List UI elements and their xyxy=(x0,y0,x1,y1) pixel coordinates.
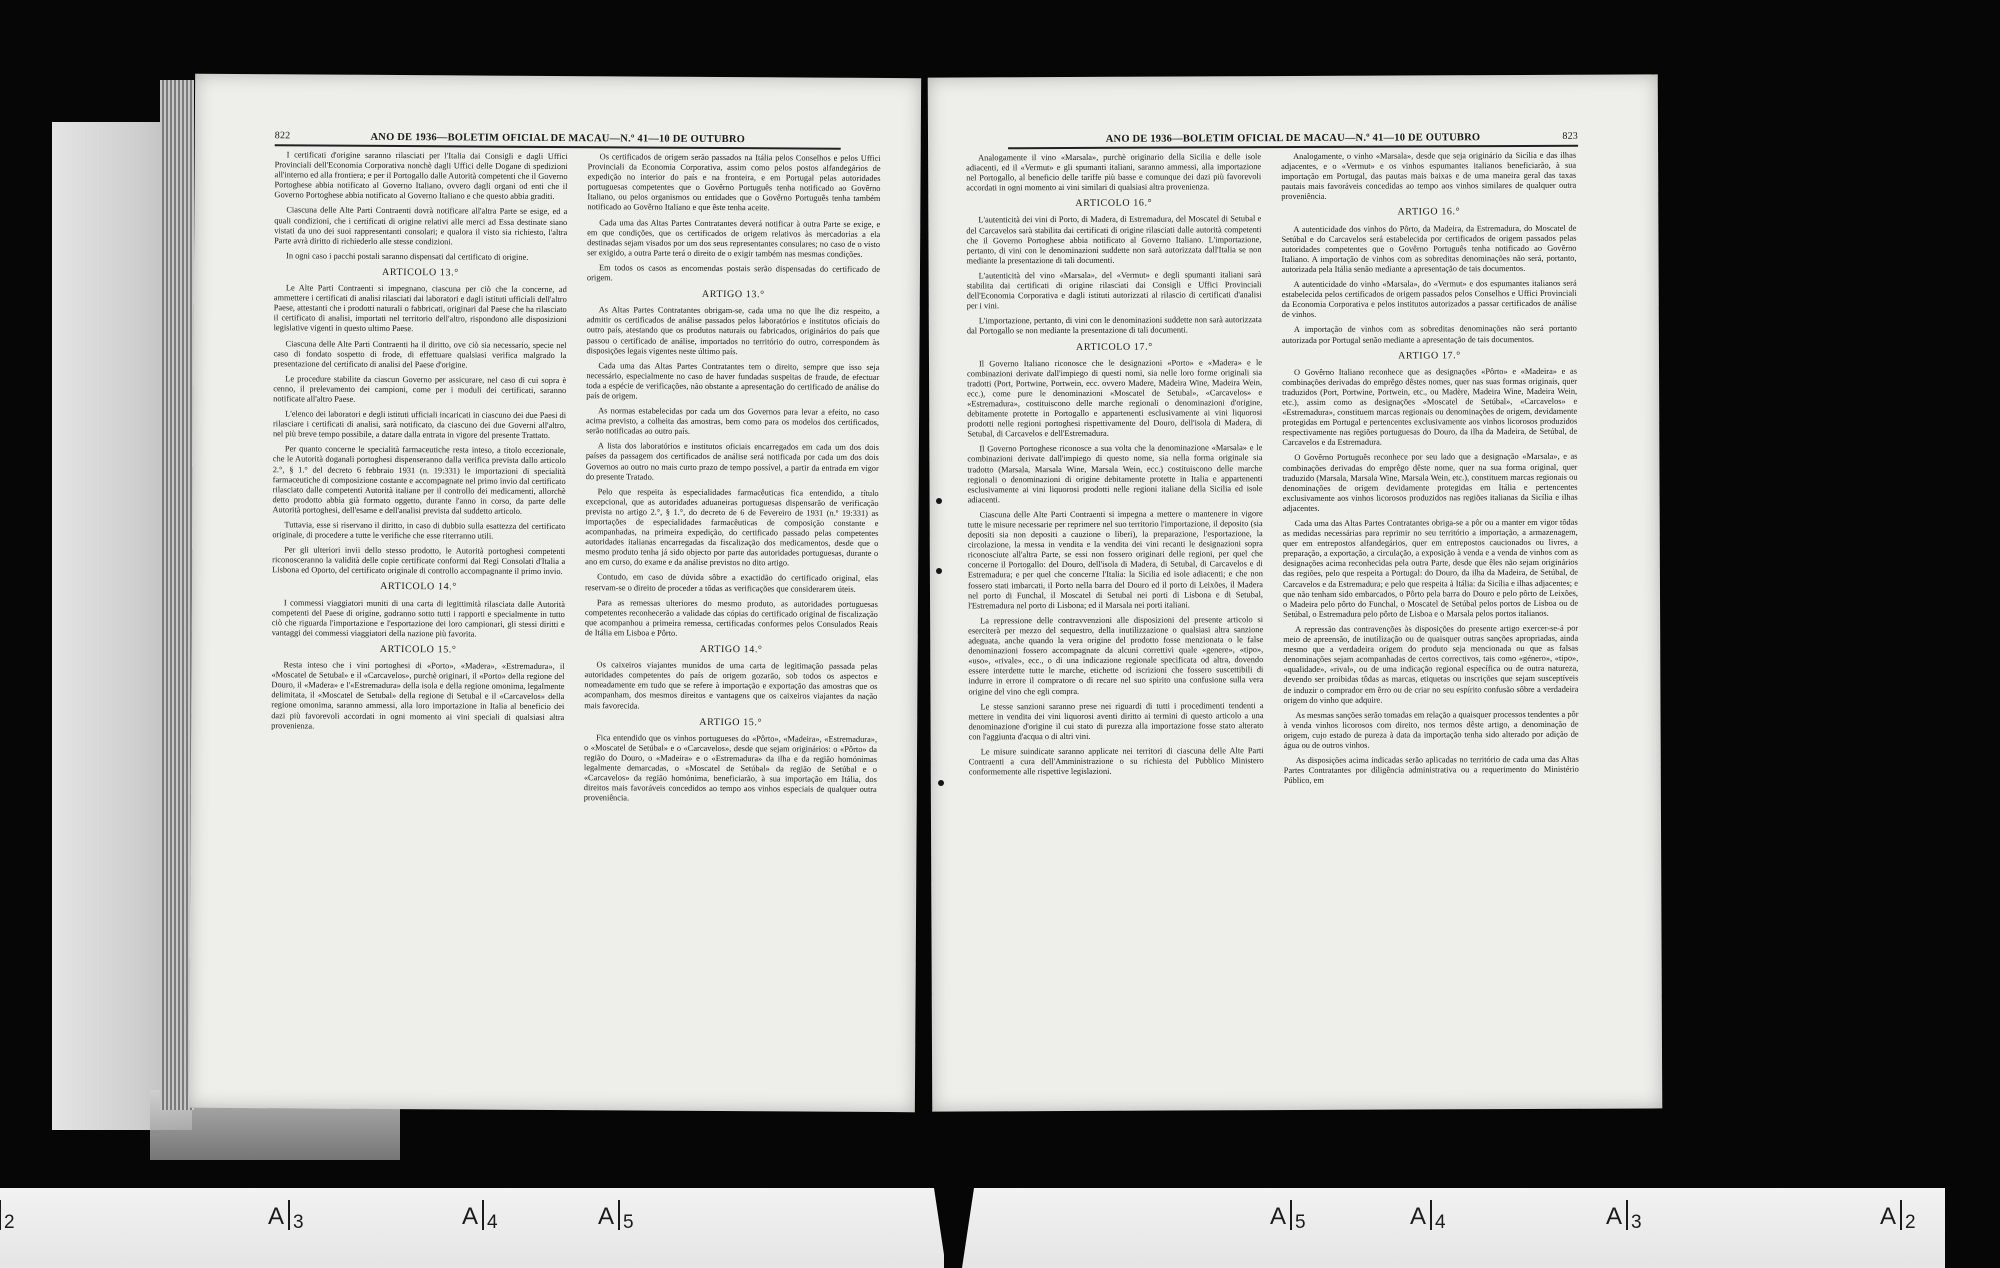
strip-marker: A $_5$ xyxy=(1270,1200,1307,1234)
right-page-running-title: ANO DE 1936—BOLETIM OFICIAL DE MACAU—N.º 41—10 DE OUTUBRO xyxy=(1105,132,1481,145)
article-heading: ARTIGO 17.° xyxy=(1398,349,1461,362)
paragraph: A autenticidade dos vinhos do Pôrto, da Madeira, da Estremadura, do Moscatel de Setúbal e do Carcavelos será estabelecida por certificados de origem passados pelas autoridades competentes que o Govêrno Português tenha notificado ao Govêrno Italiano. A importação de vinhos com as sobreditas denominações não será, portanto, autorizada pela Itália senão mediante a apresentação de tais documentos. xyxy=(1281,223,1577,274)
strip-marker: A $_4$ xyxy=(1410,1200,1447,1234)
paragraph: A importação de vinhos com as sobreditas denominações não será portanto autorizada por Portugal senão mediante a apresentação de tais documentos. xyxy=(1281,324,1577,345)
right-page-number: 823 xyxy=(1562,130,1579,142)
article-heading: ARTICOLO 16.° xyxy=(1075,197,1153,210)
paragraph: O Govêrno Italiano reconhece que as designações «Pôrto» e «Madeira» e as combinações derivadas do emprêgo dêstes nomes, quer nas suas formas originais, quer traduzidos (Port, Portwine, Portwein, etc., ou Madère, Madeira Wine, Madeira Wein, etc.), assim como as designações «Moscatel de Setúbal», «Carcavelos» e «Estremadura», constituem marcas regionais ou denominações de origem, devidamente protegidas em Portugal e pertencentes exclusivamente aos vinhos licorosos produzidos respectivamente nas regiões portuguesas do Douro, da ilha da Madeira, de Setúbal, de Carcavelos e da Estremadura. xyxy=(1282,366,1578,448)
paragraph: Il Governo Italiano riconosce che le designazioni «Porto» e «Madera» e le combinazioni derivate dall'impiego di questi nomi, sia nelle loro forme originali sia tradotti (Port, Portwine, Portwein, ecc. ovvero Madere, Madeira Wine, Madeira Wein, ecc.), come pure le denominazioni «Moscatel de Setubal», «Carcavelos» e «Estremadura», costituiscono delle marche regionali o denominazioni d'origine, debitamente protette in Portogallo e appartenenti esclusivamente ai vini liquorosi prodotti nelle regioni portoghesi rispettivamente del Douro, dell'isola di Madera, di Setubal, di Carcavelos e dell'Estremadura. xyxy=(967,357,1263,439)
paragraph: Ciascuna delle Alte Parti Contraenti ha il diritto, ove ciò sia necessario, specie nel caso di fondato sospetto di frode, di effettuare qualsiasi verifica malgrado la presentazione del certificato di analisi del Paese d'origine. xyxy=(273,338,567,370)
paragraph: Em todos os casos as encomendas postais serão dispensadas do certificado de origem. xyxy=(586,263,881,283)
paragraph: Per quanto concerne le specialità farmaceutiche resta inteso, a titolo eccezionale, che le Autorità doganali portoghesi dispenseranno dalla verifica prevista dallo articolo 2.°, § 1.° del decreto 6 febbraio 1931 (n. 19:331) le importazioni di specialità farmaceutiche di composizione costante e accompagnate nel primo invio dal certificato rilasciato dalle competenti Autorità italiane per il controllo dei medicamenti, allorchè detto prodotto abbia già formato oggetto, durante l'anno in corso, da parte delle Autorità portoghesi, dell'esame e dell'analisi prevista dal suddetto articolo. xyxy=(272,444,566,516)
binding-hole-mark xyxy=(936,498,942,504)
article-heading: ARTIGO 16.° xyxy=(1397,206,1461,219)
paragraph: Cada uma das Altas Partes Contratantes obriga-se a pôr ou a manter em vigor tôdas as medidas necessárias para reprimir no seu território a importação, a armazenagem, quer em entrepostos alfandegários, quer em entrepostos caucionados ou livres, a preparação, a exportação, a circulação, a exposição à venda e a venda de vinhos com as designações acima reconhecidas pela outra Parte, desde que êles não sejam originários das regiões, pelo que respeita a Portugal: do Douro, da ilha da Madeira, de Setúbal, de Carcavelos e da Estremadura; e pelo que respeita à Itália: da Sicília e ilhas adjacentes; e que não tenham sido embarcados, o Pôrto pela barra do Douro e pelo pôrto de Leixões, o Madeira pelo pôrto do Funchal, o Moscatel de Setúbal pelos portos de Lisboa ou de Setúbal, o Estremadura pelo pôrto de Lisboa e o Marsala pelos portos italianos. xyxy=(1282,517,1579,619)
left-page-running-title: ANO DE 1936—BOLETIM OFICIAL DE MACAU—N.º 41—10 DE OUTUBRO xyxy=(370,131,746,146)
paragraph: O Govêrno Português reconhece por seu lado que a designação «Marsala», e as combinações derivadas do emprêgo dêste nome, quer na sua forma original, quer traduzido (Marsala, Marsala Wine, Marsala Wein, etc.), constituem marcas regionais ou denominações de origem devidamente protegidas em Itália e pertencentes exclusivamente aos vinhos licorosos produzidos nas regiões italianas da Sicília e ilhas adjacentes. xyxy=(1282,452,1578,513)
right-page xyxy=(928,74,1663,1111)
paragraph: A autenticidade do vinho «Marsala», do «Vermut» e dos espumantes italianos será estabelecida pelos certificados de origem passados pelos Conselhos e Uffici Provinciali da Economia Corporativa e pelos institutos autorizados a passar certificados de análise de vinhos. xyxy=(1281,278,1577,320)
paragraph: As disposições acima indicadas serão aplicadas no território de cada uma das Altas Partes Contratantes por diligência administrativa ou a requerimento do Ministério Público, em xyxy=(1283,754,1579,786)
paragraph: As mesmas sanções serão tomadas em relação a quaisquer processos tendentes a pôr à venda vinhos licorosos com direito, nos termos dêste artigo, a denominação de origem, cujo estado de pureza à data da importação tenha sido alterado por adição de água ou de outros vinhos. xyxy=(1283,709,1579,751)
article-heading: ARTIGO 15.° xyxy=(699,716,763,728)
paragraph: A repressão das contravenções às disposições do presente artigo exercer-se-á por meio de apreensão, de inutilização ou de quaisquer outras sanções apropriadas, ainda mesmo que a verdadeira origem do produto seja mencionada ou que as falsas denominações sejam acompanhadas de certos correctivos, tais como «género», «tipo», «qualidade», «rival», ou de uma indicação regional específica ou de outra natureza, devendo ser proibidas tôdas as marcas, etiquetas ou inscrições que sejam susceptíveis de induzir o comprador em êrro ou de criar no seu espírito confusão sôbre a verdadeira origem do vinho que adquire. xyxy=(1283,623,1579,705)
paragraph: Cada uma das Altas Partes Contratantes tem o direito, sempre que isso seja necessário, especialmente no caso de haver fundadas suspeitas de fraude, de efectuar toda a espécie de verificações, não obstante a apresentação do certificado de análise do país de origem. xyxy=(586,360,880,401)
right-page-portuguese-column xyxy=(1281,151,1580,1084)
strip-marker: A $_4$ xyxy=(462,1200,499,1234)
paragraph: L'importazione, pertanto, di vini con le denominazioni suddette non sarà autorizzata dal Portogallo se non mediante la presentazione di tali documenti. xyxy=(966,315,1262,336)
right-page-italian-column xyxy=(966,152,1265,1085)
paragraph: Il Governo Portoghese riconosce a sua volta che la denominazione «Marsala» e le combinazioni derivate dall'impiego di questo nome, sia nella forma originale sia tradotto (Marsala, Marsala Wine, Marsala Wein, ecc.) costituiscono delle marche regionali o denominazioni di origine debitamente protette in Italia e appartenenti esclusivamente ai vini liquorosi prodotti nelle regioni italiane della Sicilia ed isole adiacenti. xyxy=(967,443,1263,505)
left-page-header xyxy=(275,122,841,149)
paragraph: As normas estabelecidas por cada um dos Governos para levar a efeito, no caso acima previsto, a colheita das amostras, bem como para os modelos dos certificados, serão notificadas ao outro país. xyxy=(585,406,880,437)
paragraph: L'autenticità del vino «Marsala», del «Vermut» e degli spumanti italiani sarà stabilita dai certificati di origine rilasciati dai Consigli e Uffici Provinciali dell'Economia Corporativa e dagli istituti autorizzati al rilascio di certificati d'analisi per i vini. xyxy=(966,270,1262,311)
left-page-italian-column xyxy=(269,150,568,1084)
paragraph: I certificati d'origine saranno rilasciati per l'Italia dai Consigli e dagli Uffici Provinciali dell'Economia Corporativa nonchè dagli Uffici delle Dogane di spedizioni all'interno ed alla frontiera; e per il Portogallo dalle Autorità competenti che il Governo Portoghese abbia notificato al Governo Italiano, ovvero dagli organi od enti che il Governo Portoghese abbia notificato al Governo Italiano e che questo abbia graditi. xyxy=(274,150,568,202)
paragraph: La repressione delle contravvenzioni alle disposizioni del presente articolo si eserciterà per mezzo del sequestro, della inutilizzazione o qualsiasi altra sanzione adeguata, anche quando la vera origine del prodotto fosse menzionata o le false denominazioni fossero accompagnate da alcuni correttivi quale «genere», «tipo», «uso», «rivale», ecc., o di una indicazione regionale specificata od altra, dovendo essere interdette tutte le marche, etichette od iscrizioni che fossero suscettibili di indurre in errore il compratore o di recare nel suo spirito una confusione sulla vera origine del vino che egli compra. xyxy=(968,614,1264,696)
paragraph: Ciascuna delle Alte Parti Contraenti dovrà notificare all'altra Parte se esige, ed a quali condizioni, che i certificati di origine relativi alle merci ad Essa destinate siano vistati da uno dei suoi rappresentanti consolari; e qualora il visto sia richiesto, l'altra Parte avrà diritto di richiederlo alle stesse condizioni. xyxy=(274,205,568,247)
strip-marker: 2 xyxy=(0,1200,16,1234)
right-page-header xyxy=(1008,123,1578,149)
paragraph: Per gli ulteriori invii dello stesso prodotto, le Autorità portoghesi competenti riconosceranno la validità delle copie certificate conformi dai Regi Consolati d'Italia a Lisbona ed Oporto, del certificato originale di controllo accompagnante il primo invio. xyxy=(272,545,566,577)
paragraph: Os caixeiros viajantes munidos de uma carta de legitimação passada pelas autoridades competentes do país de origem gozarão, sob todos os aspectos e nomeadamente em tudo que se refere à importação e exportação das amostras que os acompanham, dos mesmos direitos e vantagens que os caixeiros viajantes da nação mais favorecida. xyxy=(584,660,878,711)
paragraph: A lista dos laboratórios e institutos oficiais encarregados em cada um dos dois países da passagem dos certificados de análise será notificada por cada um dos dois Governos ao outro no mais curto prazo de tempo possível, a partir da entrada em vigor do presente Tratado. xyxy=(585,441,879,482)
paragraph: Le Alte Parti Contraenti si impegnano, ciascuna per ciò che la concerne, ad ammettere i certificati di analisi rilasciati dai laboratori e dagli istituti ufficiali dell'altro Paese, attestanti che i prodotti naturali o fabbricati, originari dal Paese che ha rilasciato il certificato di analisi, importati nel territorio dell'altro, rispondono alle disposizioni legislative vigenti in questo ultimo Paese. xyxy=(273,283,567,334)
paragraph: Analogamente il vino «Marsala», purchè originario della Sicilia e delle isole adiacenti, ed il «Vermut» e gli spumanti italiani, saranno ammessi, alla importazione nel Portogallo, al beneficio delle tariffe più basse e comunque dei dazi più favorevoli accordati in ogni momento ai vini similari di qualsiasi altra provenienza. xyxy=(966,152,1262,193)
strip-marker: A $_3$ xyxy=(268,1200,305,1234)
film-strip-cut xyxy=(944,1200,952,1268)
left-page-columns xyxy=(269,150,881,1086)
article-heading: ARTICOLO 13.° xyxy=(382,266,459,279)
binding-hole-mark xyxy=(936,568,942,574)
paragraph: Cada uma das Altas Partes Contratantes deverá notificar à outra Parte se exige, e em que condições, que os certificados de origem relativos às mercadorias a ela destinadas sejam visados por um dos seus representantes consulares; no caso de o visto ser exigido, a outra Parte terá o direito de o exigir também nas mesmas condições. xyxy=(587,217,881,259)
binding-hole-mark xyxy=(938,780,944,786)
article-heading: ARTICOLO 17.° xyxy=(1076,341,1153,353)
paragraph: Para as remessas ulteriores do mesmo produto, as autoridades portuguesas competentes reconhecerão a validade das cópias do certificado original de fiscalização que acompanhou a primeira remessa, certificadas conformes pelos Consulados Reais de Itália em Lisboa e Pôrto. xyxy=(584,597,878,638)
paragraph: Le misure suindicate saranno applicate nei territori di ciascuna delle Alte Parti Contraenti a cura dell'Amministrazione o su richiesta del Pubblico Ministero conformemente alle rispettive legislazioni. xyxy=(968,746,1264,777)
paragraph: As Altas Partes Contratantes obrigam-se, cada uma no que lhe diz respeito, a admitir os certificados de análise passados pelos laboratórios e institutos oficiais do outro país, atestando que os produtos naturais ou fabricados, originários do país que passou o certificado de análise, importados no território do outro, correspondem às disposições legais vigentes neste último país. xyxy=(586,305,880,356)
paragraph: Tuttavia, esse si riservano il diritto, in caso di dubbio sulla esattezza del certificato originale, di procedere a tutte le verifiche che esse riterranno utili. xyxy=(272,520,566,541)
strip-marker: A $_2$ xyxy=(1880,1200,1917,1234)
paragraph: I commessi viaggiatori muniti di una carta di legittimità rilasciata dalle Autorità competenti del Paese di origine, godranno sotto tutti i rapporti e specialmente in tutto ciò che riguarda l'importazione e l'esportazione dei loro campionari, gli stessi diritti e vantaggi dei commessi viaggiatori della nazione più favorita. xyxy=(271,597,565,639)
paragraph: Le stesse sanzioni saranno prese nei riguardi di tutti i procedimenti tendenti a mettere in vendita dei vini liquorosi aventi diritto ai termini di questo articolo a una denominazione d'origine il cui stato di purezza alla importazione fosse stato alterato con l'aggiunta d'acqua o di altri vini. xyxy=(968,700,1264,742)
paragraph: Resta inteso che i vini portoghesi di «Porto», «Madera», «Estremadura», il «Moscatel de Setubal» e il «Carcavelos», purchè originari, il «Porto» della regione del Douro, il «Madera» e l'«Estremadura» della isola e della regione omonima, legalmente delimitata, il «Moscatel de Setubal» della regione di Setubal e il «Carcavelos» della regione omonima, saranno ammessi, alla loro importazione in Italia al beneficio dei dazi più favorevoli accordati in ogni momento ai vini speciali di qualsiasi altra provenienza. xyxy=(271,660,565,731)
article-heading: ARTIGO 13.° xyxy=(701,289,765,301)
paragraph: L'autenticità dei vini di Porto, di Madera, di Estremadura, del Moscatel di Setubal e del Carcavelos sarà stabilita dai certificati di origine rilasciati dalle autorità competenti che il Governo Portoghese abbia notificato al Governo Italiano. L'importazione, pertanto, di vini con le denominazioni suddette non sarà autorizzata dall'Italia se non mediante la presentazione di tali documenti. xyxy=(966,214,1262,266)
paragraph: Analogamente, o vinho «Marsala», desde que seja originário da Sicília e das ilhas adjacentes, e o «Vermut» e os vinhos espumantes italianos beneficiarão, à sua importação em Portugal, das pautas mais baixas e de uma maneira geral das taxas pautais mais favoráveis concedidas ao tempo aos vinhos similares de qualquer outra proveniência. xyxy=(1281,150,1577,202)
paragraph: Fica entendido que os vinhos portugueses do «Pôrto», «Madeira», «Estremadura», o «Moscatel de Setúbal» e o «Carcavelos», desde que sejam originários: o «Pôrto» da região do Douro, o «Madeira» e o «Estremadura» da ilha e da região homónimas legalmente demarcadas, o «Moscatel de Setúbal» da região de Setúbal e o «Carcavelos» da região homónima, beneficiarão, à sua importação em Itália, dos direitos mais favoráveis concedidos ao tempo aos vinhos especiais de qualquer outra proveniência. xyxy=(583,732,878,803)
paragraph: Ciascuna delle Alte Parti Contraenti si impegna a mettere o mantenere in vigore tutte le misure necessarie per reprimere nel suo territorio l'importazione, il deposito (sia depositi sia non depositi a cauzione o liberi), la preparazione, l'esportazione, la circolazione, la messa in vendita e la vendita dei vini recanti le designazioni sopra riconosciute all'altra Parte, se essi non fossero originari delle regioni, per quel che concerne il Portogallo: del Douro, dell'isola di Madera, di Setubal, di Carcavelos e di Estremadura; e per quel che concerne l'Italia: la Sicilia ed isole adiacenti; e che non fossero stati imbarcati, il Porto nella barra del Douro ed il porto di Leixões, il Madera nel porto di Funchal, il Moscatel di Setubal nei porti di Lisbona e di Setubal, l'Estremadura nel porto di Lisbona; ed il Marsala nei porti italiani. xyxy=(967,509,1264,611)
left-page-portuguese-column xyxy=(582,152,881,1086)
paragraph: Le procedure stabilite da ciascun Governo per assicurare, nel caso di cui sopra è cenno, il prelevamento dei campioni, come per i moduli dei certificati, saranno notificate all'altro Paese. xyxy=(273,374,567,404)
paragraph: Pelo que respeita às especialidades farmacêuticas fica entendido, a título excepcional, que as autoridades aduaneiras portuguesas dispensarão de verificação prevista no artigo 2.°, § 1.°, do decreto de 6 de Fevereiro de 1931 (n.º 19:331) as importações de especialidades farmacêuticas de composição constante e acompanhadas, na primeira expedição, do certificado passado pelas competentes autoridades italianas encarregadas da fiscalização dos medicamentos, desde que o mesmo produto tenha já sido objecto por parte das autoridades portuguesas, durante o ano em curso, do exame e da análise previstos no dito artigo. xyxy=(585,486,879,568)
article-heading: ARTICOLO 14.° xyxy=(380,581,457,593)
paragraph: Os certificados de origem serão passados na Itália pelos Conselhos e pelos Uffici Provinciali da Economia Corporativa, assim como pelos postos alfandegários de expedição no interior do país e na fronteira, e em Portugal pelas autoridades portuguesas competentes que o Govêrno Português tenha notificado ao Govêrno Italiano, ou pelos organismos ou entidades que o Govêrno Português tenha também notificado ao Govêrno Italiano e que êste tenha aceite. xyxy=(587,152,881,213)
left-page-number: 822 xyxy=(274,130,291,142)
paragraph: Contudo, em caso de dúvida sôbre a exactidão do certificado original, elas reservam-se o direito de proceder a tôdas as verificações que considerarem úteis. xyxy=(585,572,879,594)
strip-marker: A $_5$ xyxy=(598,1200,635,1234)
right-page-columns xyxy=(966,151,1580,1086)
article-heading: ARTIGO 14.° xyxy=(699,643,763,656)
paragraph: L'elenco dei laboratori e degli istituti ufficiali incaricati in ciascuno dei due Paesi di rilasciare i certificati di analisi, sarà notificato, da ciascuno dei due Governi all'altro, nel più breve tempo possibile, a datare dalla entrata in vigore del presente Trattato. xyxy=(272,409,567,441)
article-heading: ARTICOLO 15.° xyxy=(379,643,457,656)
left-page xyxy=(189,74,921,1112)
strip-marker: A $_3$ xyxy=(1606,1200,1643,1234)
paragraph: In ogni caso i pacchi postali saranno dispensati dal certificato di origine. xyxy=(286,251,529,262)
